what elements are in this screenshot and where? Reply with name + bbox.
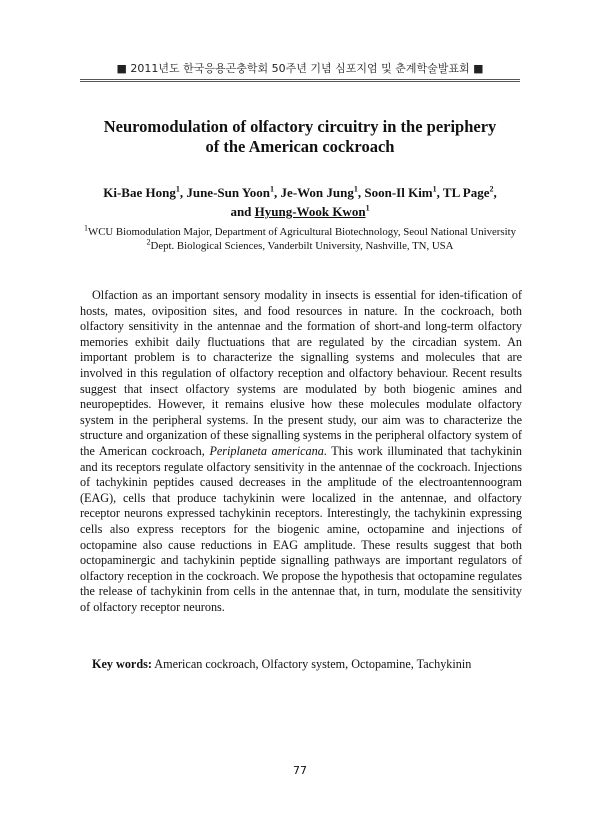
keywords-list: American cockroach, Olfactory system, Octopamine, Tachykinin — [151, 657, 472, 671]
page-number: 77 — [293, 764, 307, 777]
abstract-text-2: . This work illuminated that tachykinin and its receptors regulate olfactory sensitivity in the antennae of the cockroach. Injections of tachykinin peptides caused decreases in the amplitude of the electroantennoogram (EAG), cells that produce tachykinin were localized in the antennae, and olfactory receptor neurons expressed tachykinin receptors. Interestingly, the tachykinin expressing cells also express receptors for the biogenic amine, octopamine and injections of octopamine also cause reductions in EAG amplitude. These results suggest that both octopaminergic and tachykinin peptide signalling pathways are important regulators of olfactory reception in the cockroach. We propose the hypothesis that octopamine regulates the release of tachykinin from cells in the antennae that, in turn, modulate the sensitivity of olfactory receptor neurons. — [80, 443, 522, 614]
affiliation-mark: 1 — [84, 223, 89, 233]
affiliation-mark: 2 — [146, 237, 151, 247]
author-line-1: Ki-Bae Hong$^1$, June-Sun Yoon$^1$, Je-Won Jung$^1$, Soon-Il Kim$^1$, TL Page$^2$, — [103, 184, 497, 200]
author-name: Soon-Il Kim — [364, 185, 433, 200]
author-list — [60, 183, 540, 221]
header-divider — [80, 79, 520, 82]
affiliation-2 — [60, 239, 540, 253]
affiliation-text: WCU Biomodulation Major, Department of Agricultural Biotechnology, Seoul National University — [88, 226, 516, 238]
keywords — [80, 656, 522, 672]
paper-title — [70, 117, 530, 157]
affiliations — [60, 225, 540, 253]
corresponding-author-name: Hyung-Wook Kwon — [254, 204, 366, 219]
title-line-2: of the American cockroach — [205, 137, 395, 156]
author-name: Je-Won Jung — [280, 185, 354, 200]
affiliation-text: Dept. Biological Sciences, Vanderbilt University, Nashville, TN, USA — [150, 240, 454, 252]
author-name: Ki-Bae Hong — [103, 185, 176, 200]
keywords-label: Key words: — [92, 657, 152, 671]
author-line-2 — [60, 202, 540, 221]
abstract-text-1: Olfaction as an important sensory modality in insects is essential for iden-tification of hosts, mates, oviposition sites, and food resources in nature. In the cockroach, both olfactory sensitivity in the antennae and the formation of short-and long-term olfactory memories exhibit daily fluctuations that are regulated by the circadian system. An important problem is to characterize the signalling systems and molecules that are involved in this regulation of olfactory reception and olfactory behaviour. Recent results suggest that insect olfactory systems are modulated by both biogenic amines and neuropeptides. However, it remains elusive how these molecules modulate olfactory system in the peripheral systems. In the present study, our aim was to characterize the structure and organization of these signalling systems in the peripheral olfactory system of the American cockroach, — [80, 288, 522, 458]
author-name: June-Sun Yoon — [186, 185, 271, 200]
species-name: Periplaneta americana — [209, 443, 324, 458]
author-affil-mark: 1 — [270, 184, 275, 194]
running-header: ■ 2011년도 한국응용곤충학회 50주년 기념 심포지엄 및 춘계학술발표회 ■ — [116, 62, 484, 75]
author-affil-mark: 1 — [175, 184, 180, 194]
author-affil-mark: 1 — [365, 203, 370, 213]
author-name: TL Page — [442, 185, 490, 200]
author-affil-mark: 1 — [353, 184, 358, 194]
affiliation-1 — [60, 225, 540, 239]
author-affil-mark: 1 — [432, 184, 437, 194]
author-affil-mark: 2 — [489, 184, 494, 194]
abstract-body — [80, 288, 522, 615]
author-conjunction: and — [230, 204, 252, 219]
title-line-1: Neuromodulation of olfactory circuitry in the periphery — [103, 117, 497, 136]
